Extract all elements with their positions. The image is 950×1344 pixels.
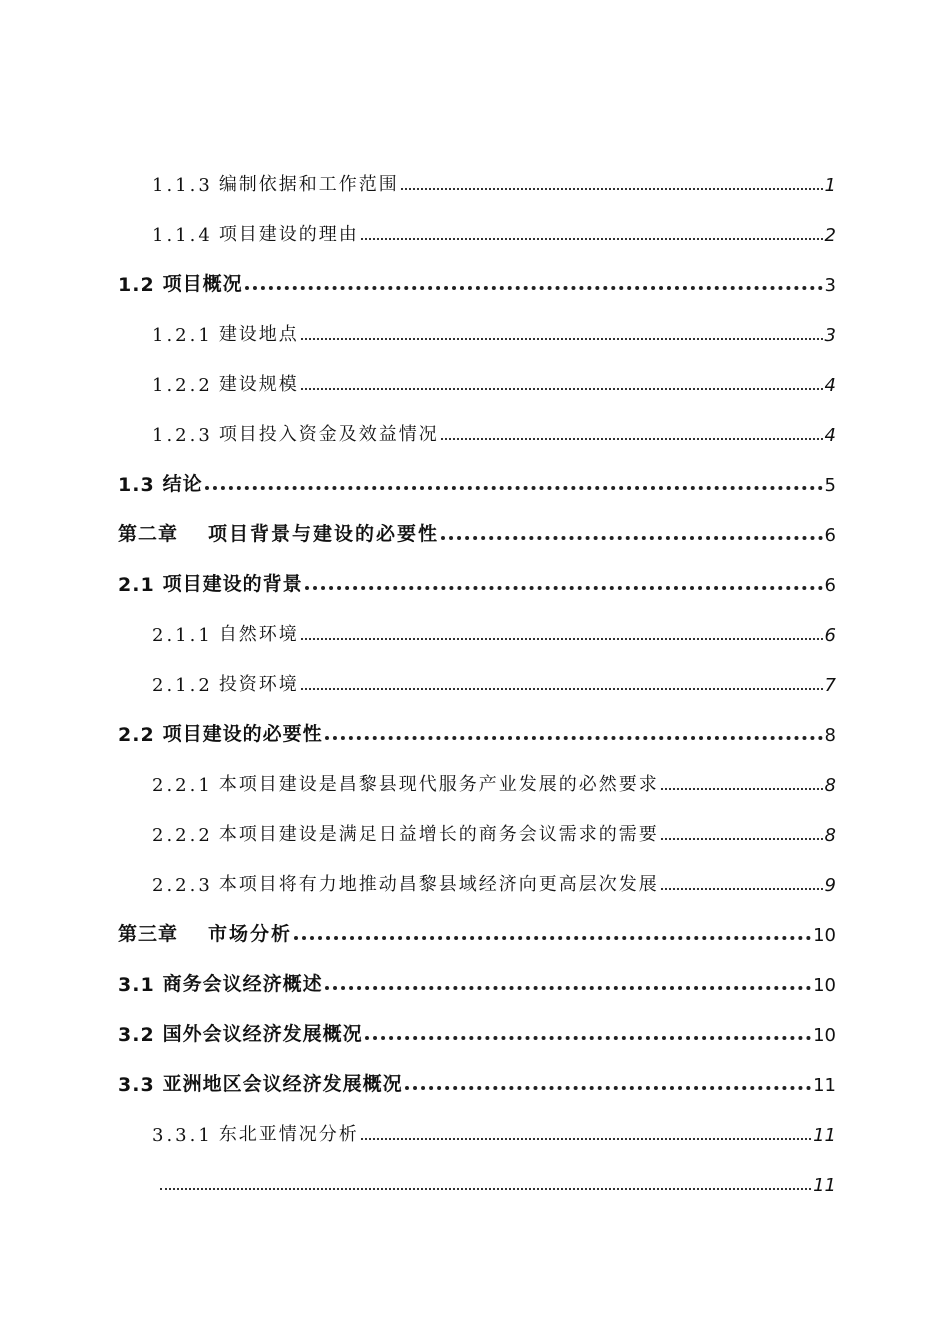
toc-entry-title: 本项目建设是满足日益增长的商务会议需求的需要 (218, 824, 659, 845)
toc-entry-title: 项目投入资金及效益情况 (218, 424, 439, 445)
toc-entry[interactable] (152, 812, 836, 846)
dot-leader (325, 986, 811, 990)
dot-leader (245, 286, 823, 290)
toc-entry[interactable] (152, 612, 836, 646)
toc-entry-number: 2.2.2 (152, 825, 213, 846)
toc-entry[interactable] (152, 312, 836, 346)
dot-leader (441, 438, 823, 440)
toc-entry-page: 11 (813, 1075, 836, 1096)
toc-entry-page: 6 (824, 625, 836, 646)
toc-entry-title: 东北亚情况分析 (218, 1124, 359, 1145)
toc-entry-page: 1 (824, 175, 836, 196)
toc-entry-title: 编制依据和工作范围 (218, 174, 399, 195)
toc-entry[interactable] (118, 1012, 836, 1046)
toc-entry-page: 6 (824, 575, 836, 596)
toc-chapter-number: 第三章 (118, 923, 179, 945)
dot-leader (301, 638, 823, 640)
toc-entry-number: 3.3.1 (152, 1125, 213, 1146)
toc-entry-number: 2.2 (118, 724, 155, 746)
toc-entry[interactable] (152, 762, 836, 796)
toc-entry[interactable] (118, 462, 836, 496)
toc-entry-page: 2 (824, 225, 836, 246)
toc-entry[interactable] (152, 362, 836, 396)
toc-entry-number: 2.2.1 (152, 775, 213, 796)
toc-entry-title: 项目建设的必要性 (162, 723, 323, 745)
dot-leader (301, 388, 823, 390)
toc-chapter-entry[interactable] (118, 912, 836, 946)
dot-leader (160, 1188, 811, 1190)
toc-entry-title: 本项目建设是昌黎县现代服务产业发展的必然要求 (218, 774, 659, 795)
toc-entry-page: 3 (824, 325, 836, 346)
toc-entry-title: 投资环境 (218, 674, 299, 695)
toc-entry-number: 1.3 (118, 474, 155, 496)
toc-entry-title: 商务会议经济概述 (162, 973, 323, 995)
dot-leader (361, 1138, 811, 1140)
dot-leader (361, 238, 823, 240)
toc-entry-number: 3.2 (118, 1024, 155, 1046)
dot-leader (661, 888, 823, 890)
toc-entry-title: 项目建设的背景 (162, 573, 303, 595)
toc-entry-number: 1.2.1 (152, 325, 213, 346)
toc-entry[interactable] (152, 162, 836, 196)
toc-entry[interactable] (152, 662, 836, 696)
toc-entry[interactable] (118, 712, 836, 746)
toc-entry-number: 3.3 (118, 1074, 155, 1096)
dot-leader (405, 1086, 811, 1090)
dot-leader (325, 736, 823, 740)
toc-entry[interactable] (152, 862, 836, 896)
toc-entry-number: 1.2.2 (152, 375, 213, 396)
toc-entry-page: 7 (824, 675, 836, 696)
toc-entry-number: 2.1 (118, 574, 155, 596)
toc-entry-page: 11 (813, 1125, 836, 1146)
toc-chapter-entry[interactable] (118, 512, 836, 546)
toc-entry[interactable] (152, 1112, 836, 1146)
toc-entry-number: 2.2.3 (152, 875, 213, 896)
toc-entry-number: 1.1.3 (152, 175, 213, 196)
toc-entry-page: 10 (813, 975, 836, 996)
toc-entry-number: 2.1.1 (152, 625, 213, 646)
toc-entry-title: 项目概况 (162, 273, 243, 295)
dot-leader (661, 838, 823, 840)
dot-leader (301, 338, 823, 340)
toc-entry-title: 建设规模 (218, 374, 299, 395)
toc-entry-page: 11 (813, 1175, 836, 1196)
toc-entry-title: 市场分析 (208, 923, 293, 945)
toc-chapter-number: 第二章 (118, 523, 179, 545)
toc-entry-number: 1.1.4 (152, 225, 213, 246)
toc-entry[interactable] (118, 962, 836, 996)
toc-entry-title: 项目建设的理由 (218, 224, 359, 245)
dot-leader (305, 586, 823, 590)
toc-entry-page: 10 (813, 925, 836, 946)
toc-entry[interactable] (118, 262, 836, 296)
toc-entry-page: 3 (824, 275, 836, 296)
toc-entry-title: 亚洲地区会议经济发展概况 (162, 1073, 403, 1095)
toc-entry-number: 3.1 (118, 974, 155, 996)
dot-leader (661, 788, 823, 790)
toc-entry-page: 10 (813, 1025, 836, 1046)
toc-entry-title: 项目背景与建设的必要性 (208, 523, 440, 545)
dot-leader (365, 1036, 811, 1040)
toc-entry-title: 自然环境 (218, 624, 299, 645)
toc-entry[interactable] (152, 1162, 836, 1196)
toc-entry-page: 8 (824, 725, 836, 746)
toc-entry-title: 本项目将有力地推动昌黎县域经济向更高层次发展 (218, 874, 659, 895)
toc-entry-page: 8 (824, 775, 836, 796)
toc-entry-page: 4 (824, 425, 836, 446)
dot-leader (301, 688, 823, 690)
toc-entry-title: 建设地点 (218, 324, 299, 345)
toc-entry-number: 2.1.2 (152, 675, 213, 696)
toc-entry-page: 4 (824, 375, 836, 396)
toc-entry-number: 1.2 (118, 274, 155, 296)
toc-entry-number: 1.2.3 (152, 425, 213, 446)
toc-entry-page: 8 (824, 825, 836, 846)
toc-entry[interactable] (152, 212, 836, 246)
toc-entry-title: 结论 (162, 473, 203, 495)
dot-leader (401, 188, 823, 190)
toc-entry[interactable] (152, 412, 836, 446)
dot-leader (294, 936, 811, 940)
dot-leader (205, 486, 823, 490)
toc-entry[interactable] (118, 1062, 836, 1096)
toc-entry-title: 国外会议经济发展概况 (162, 1023, 363, 1045)
toc-entry[interactable] (118, 562, 836, 596)
toc-entry-page: 6 (824, 525, 836, 546)
dot-leader (441, 536, 823, 540)
toc-entry-page: 5 (824, 475, 836, 496)
toc-entry-page: 9 (824, 875, 836, 896)
